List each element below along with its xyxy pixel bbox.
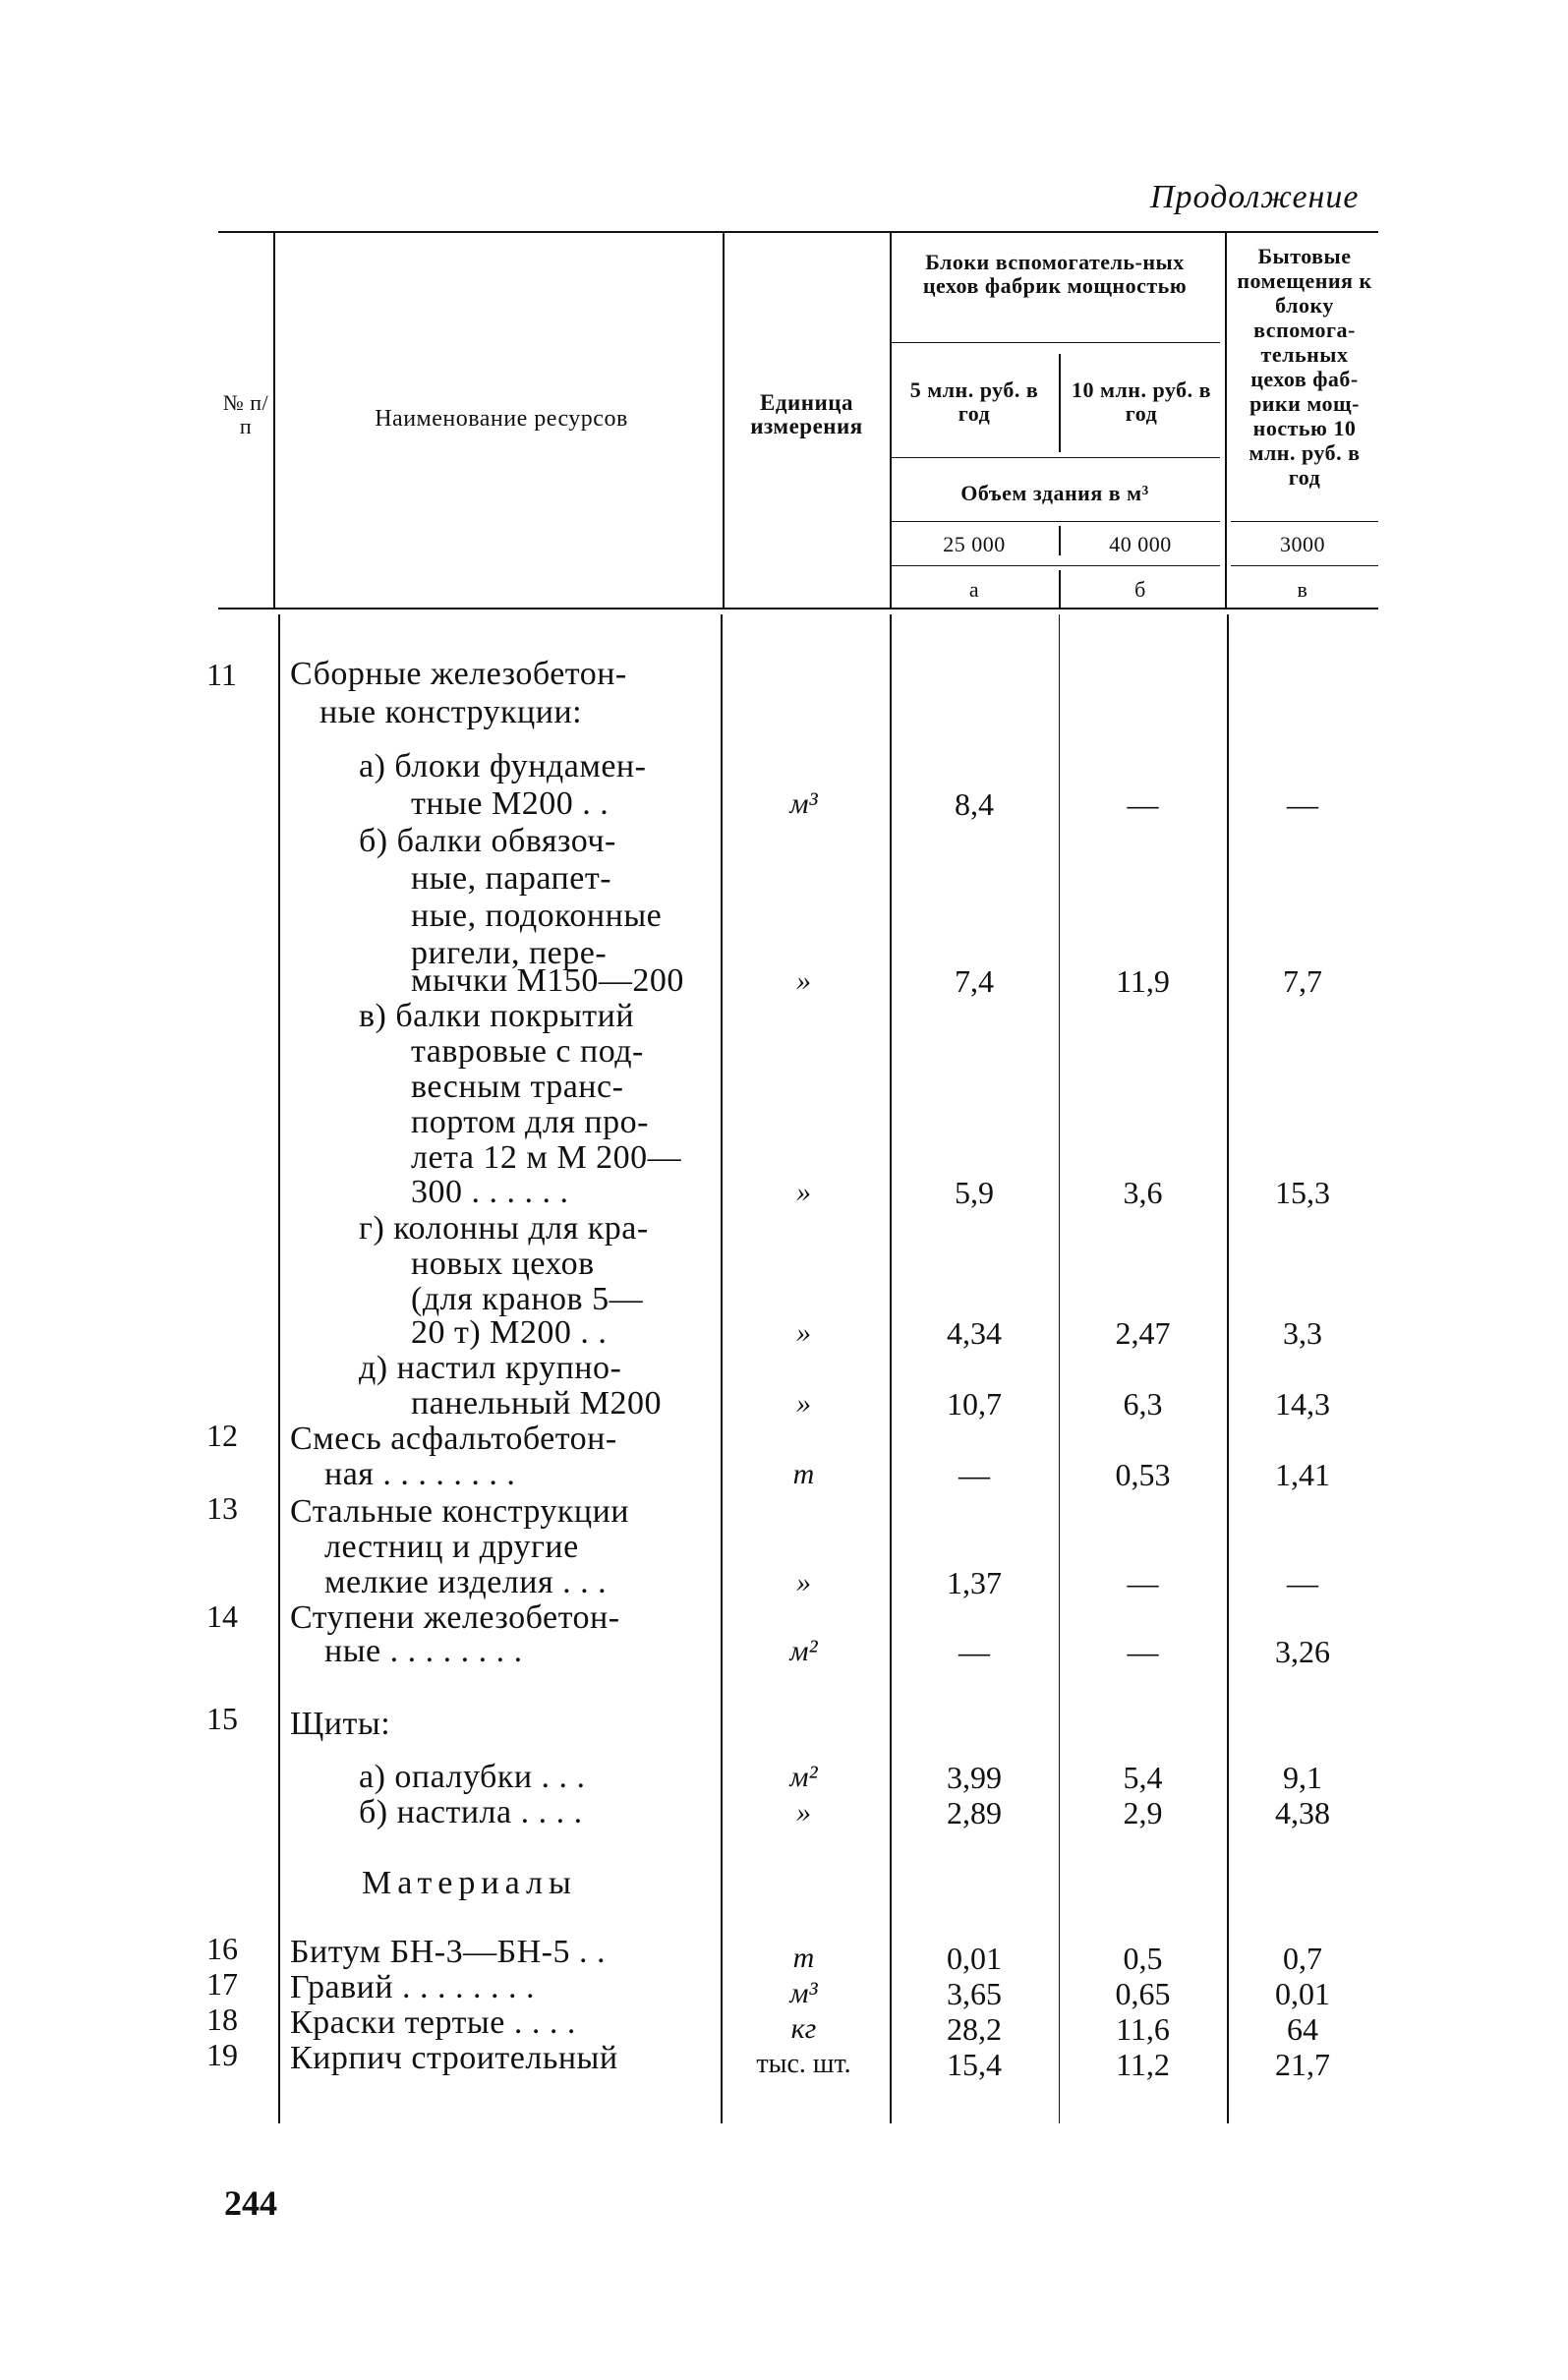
volume-c: 3000 [1280, 532, 1325, 556]
cell-a: 4,34 [947, 1315, 1002, 1351]
body-divider-3 [890, 614, 892, 2123]
cell-c: 14,3 [1275, 1386, 1330, 1422]
row-name-line: Смесь асфальтобетон- [290, 1421, 617, 1457]
row-unit: т [792, 1942, 815, 1974]
row-name-line: новых цехов [411, 1246, 595, 1282]
cell-a: 1,37 [947, 1565, 1002, 1600]
body-divider-4 [1059, 614, 1060, 2123]
cell-a: 10,7 [947, 1386, 1002, 1422]
cell-c: 7,7 [1283, 963, 1322, 999]
header-divider-sub [1059, 354, 1061, 452]
cell-b: 3,6 [1123, 1175, 1163, 1210]
column-unit-header: Единица измерения [750, 390, 863, 438]
row-unit: » [796, 1796, 811, 1829]
row-name-line: панельный М200 [411, 1385, 663, 1422]
row-unit: кг [790, 2012, 817, 2045]
cell-c: 0,01 [1275, 1976, 1330, 2011]
group-blocks-header: Блоки вспомогатель-ных цехов фабрик мощностью [922, 250, 1188, 298]
row-name-line: Гравий . . . . . . . . [290, 1969, 536, 2005]
header-values-rule-c [1231, 565, 1378, 566]
cell-b: 2,9 [1123, 1795, 1163, 1830]
row-name-line: в) балки покрытий [359, 998, 635, 1034]
cell-c: 4,38 [1275, 1795, 1330, 1830]
cell-a: 5,9 [955, 1175, 994, 1210]
row-number: 18 [206, 2002, 238, 2037]
group-household-header: Бытовые помещения к блоку вспомога-тельных цехов фаб-рики мощ-ностью 10 млн. руб. в год [1237, 244, 1372, 490]
column-name-header: Наименование ресурсов [375, 406, 628, 432]
header-divider-4 [1225, 231, 1227, 608]
row-unit: м³ [789, 787, 818, 820]
row-name-line: ные, подоконные [411, 898, 663, 934]
row-name-line: ные конструкции: [319, 694, 583, 730]
page-number: 244 [224, 2183, 277, 2223]
row-name-line: д) настил крупно- [359, 1350, 622, 1386]
cell-b: 5,4 [1123, 1760, 1163, 1795]
row-number: 12 [206, 1418, 238, 1453]
cell-b: — [1127, 1565, 1159, 1600]
cell-b: — [1127, 1634, 1159, 1669]
header-group-rule [890, 342, 1220, 343]
cell-c: 0,7 [1283, 1941, 1322, 1976]
cell-a: 0,01 [947, 1941, 1002, 1976]
table-top-rule [218, 231, 1378, 233]
cell-c: — [1287, 786, 1318, 822]
header-volume-rule [890, 521, 1220, 522]
cell-c: — [1287, 1565, 1318, 1600]
row-name-line: лестниц и другие [324, 1529, 579, 1565]
cell-c: 3,3 [1283, 1315, 1322, 1351]
row-unit: м³ [789, 1977, 818, 2009]
cell-a: 2,89 [947, 1795, 1002, 1830]
volume-header: Объем здания в м³ [960, 481, 1149, 505]
body-divider-1 [278, 614, 280, 2123]
row-number: 13 [206, 1490, 238, 1526]
column-number-header: № п/п [222, 390, 269, 438]
cell-c: 64 [1287, 2011, 1318, 2047]
row-name-line: а) блоки фундамен- [359, 748, 647, 784]
sub-b-header: 10 млн. руб. в год [1071, 377, 1212, 426]
row-name-line: ригели, пере- [411, 935, 608, 971]
header-values-rule [890, 565, 1220, 566]
cell-a: — [958, 1457, 990, 1492]
continuation-label: Продолжение [1150, 179, 1360, 215]
row-name-line: ные, парапет- [411, 860, 612, 897]
volume-a: 25 000 [943, 532, 1006, 556]
cell-c: 9,1 [1283, 1760, 1322, 1795]
row-number: 15 [206, 1701, 238, 1736]
cell-b: 11,2 [1116, 2047, 1170, 2082]
row-name-line: а) опалубки . . . [359, 1759, 586, 1795]
row-name-line: весным транс- [411, 1069, 624, 1105]
cell-c: 15,3 [1275, 1175, 1330, 1210]
letter-b: б [1134, 577, 1146, 602]
header-sub-rule [890, 457, 1220, 458]
cell-a: — [958, 1634, 990, 1669]
cell-b: — [1127, 786, 1159, 822]
table-header-bottom-rule [218, 608, 1378, 610]
cell-c: 21,7 [1275, 2047, 1330, 2082]
row-name-line: тные М200 . . [411, 785, 610, 822]
row-unit: » [796, 1316, 811, 1349]
cell-a: 7,4 [955, 963, 994, 999]
row-name-line: б) настила . . . . [359, 1794, 583, 1830]
header-divider-1 [273, 231, 275, 608]
section-heading-materials: Материалы [362, 1865, 577, 1901]
row-name-line: лета 12 м М 200— [411, 1139, 682, 1176]
row-name-line: (для кранов 5— [411, 1281, 644, 1317]
row-unit: » [796, 1387, 811, 1420]
body-divider-5 [1227, 614, 1229, 2123]
header-volume-rule-c [1231, 521, 1378, 522]
cell-a: 8,4 [955, 786, 994, 822]
cell-c: 3,26 [1275, 1634, 1330, 1669]
body-divider-2 [721, 614, 723, 2123]
cell-a: 15,4 [947, 2047, 1002, 2082]
cell-a: 3,65 [947, 1976, 1002, 2011]
row-unit: м² [789, 1635, 818, 1667]
row-unit: м² [789, 1761, 818, 1793]
letter-a: а [968, 577, 980, 602]
cell-b: 0,53 [1115, 1457, 1171, 1492]
cell-a: 3,99 [947, 1760, 1002, 1795]
row-name-line: б) балки обвязоч- [359, 823, 616, 859]
cell-b: 6,3 [1123, 1386, 1163, 1422]
cell-b: 11,6 [1116, 2011, 1170, 2047]
row-name-line: 300 . . . . . . [411, 1174, 569, 1210]
cell-b: 2,47 [1115, 1315, 1171, 1351]
row-number: 11 [206, 657, 237, 692]
row-name-line: мычки М150—200 [411, 962, 684, 999]
volume-b: 40 000 [1109, 532, 1172, 556]
row-unit: т [792, 1458, 815, 1490]
row-name-line: Ступени железобетон- [290, 1599, 620, 1636]
cell-b: 11,9 [1116, 963, 1170, 999]
row-number: 16 [206, 1931, 238, 1966]
row-unit: тыс. шт. [756, 2049, 851, 2079]
row-name-line: 20 т) М200 . . [411, 1314, 608, 1351]
row-name-line: Кирпич строительный [290, 2040, 618, 2076]
row-name-line: Краски тертые . . . . [290, 2004, 576, 2041]
sub-a-header: 5 млн. руб. в год [909, 377, 1039, 426]
row-unit: » [796, 1566, 811, 1598]
cell-b: 0,65 [1115, 1976, 1171, 2011]
letter-c: в [1297, 577, 1308, 602]
row-unit: » [796, 964, 811, 997]
row-name-line: Щиты: [290, 1706, 391, 1742]
cell-c: 1,41 [1275, 1457, 1330, 1492]
row-name-line: ные . . . . . . . . [324, 1633, 523, 1669]
row-name-line: мелкие изделия . . . [324, 1564, 608, 1600]
row-number: 14 [206, 1598, 238, 1634]
row-unit: » [796, 1176, 811, 1208]
row-number: 17 [206, 1966, 238, 2002]
row-name-line: тавровые с под- [411, 1033, 644, 1070]
row-name-line: Сборные железобетон- [290, 656, 627, 692]
row-name-line: портом для про- [411, 1104, 649, 1140]
row-name-line: г) колонны для кра- [359, 1210, 649, 1247]
cell-a: 28,2 [947, 2011, 1002, 2047]
row-name-line: Стальные конструкции [290, 1493, 630, 1530]
cell-b: 0,5 [1123, 1941, 1163, 1976]
row-number: 19 [206, 2037, 238, 2072]
row-name-line: ная . . . . . . . . [324, 1456, 516, 1492]
row-name-line: Битум БН-3—БН-5 . . [290, 1934, 606, 1970]
header-divider-2 [723, 231, 725, 608]
